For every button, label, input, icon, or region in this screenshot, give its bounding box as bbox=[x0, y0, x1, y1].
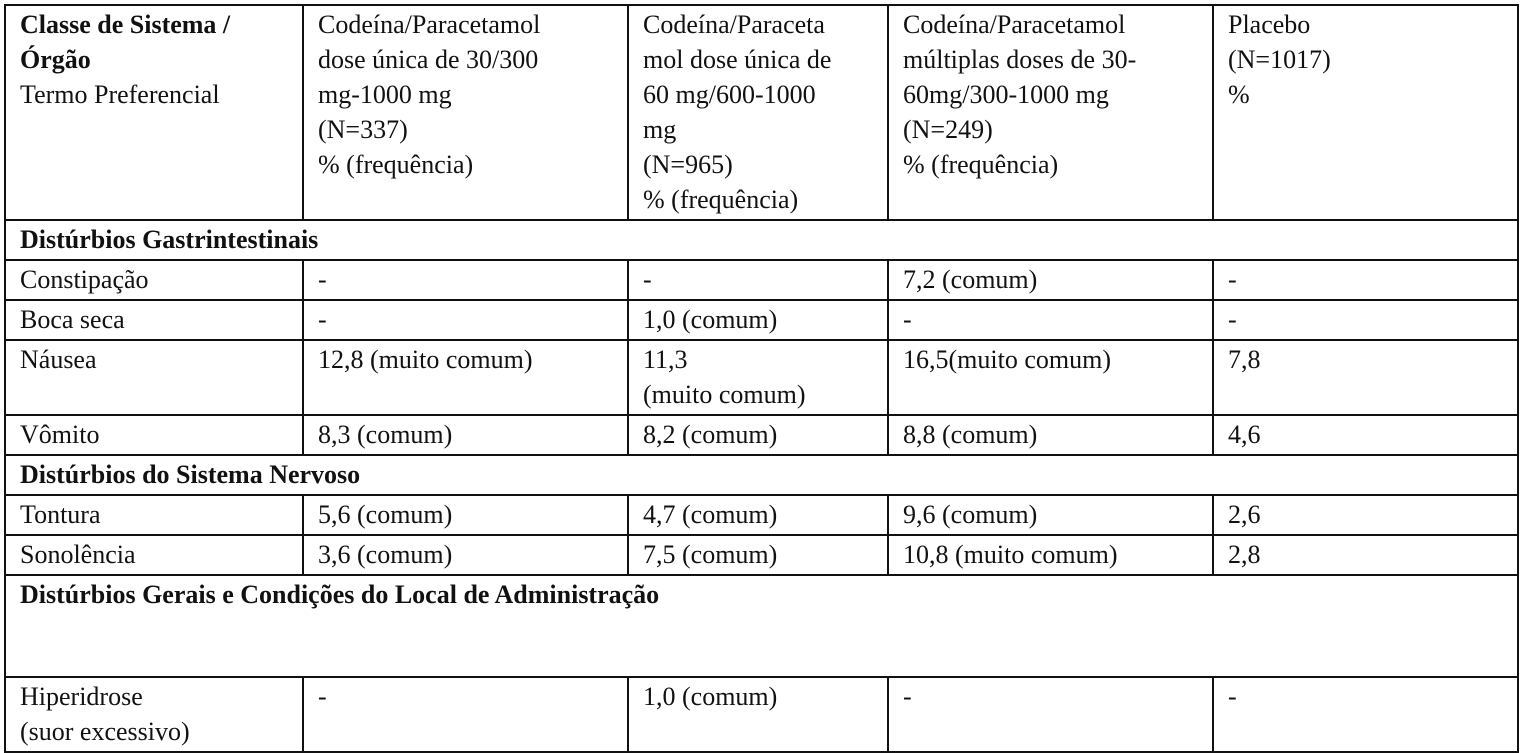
value-cell: - bbox=[1213, 260, 1518, 300]
value-cell: - bbox=[303, 300, 628, 340]
header-line: % (frequência) bbox=[318, 150, 474, 179]
header-line: (N=1017) bbox=[1228, 45, 1331, 74]
header-line: 60 mg/600-1000 bbox=[643, 80, 816, 109]
table-row bbox=[5, 340, 1518, 415]
table-row bbox=[5, 677, 1518, 752]
value-cell: 12,8 (muito comum) bbox=[303, 340, 628, 415]
value-cell: - bbox=[1213, 677, 1518, 752]
table-row bbox=[5, 260, 1518, 300]
header-line: Órgão bbox=[20, 45, 91, 74]
term-cell: Boca seca bbox=[5, 300, 303, 340]
header-line: Codeína/Paracetamol bbox=[903, 10, 1126, 39]
term-cell bbox=[5, 677, 303, 752]
header-line: mg-1000 mg bbox=[318, 80, 452, 109]
table-row bbox=[5, 415, 1518, 455]
value-cell: 4,6 bbox=[1213, 415, 1518, 455]
header-line: (N=337) bbox=[318, 115, 408, 144]
value-cell: 9,6 (comum) bbox=[888, 495, 1213, 535]
value-line: (muito comum) bbox=[643, 380, 806, 409]
header-system-class bbox=[5, 5, 303, 220]
header-single-dose-60 bbox=[628, 5, 888, 220]
value-cell: 4,7 (comum) bbox=[628, 495, 888, 535]
value-cell: 2,6 bbox=[1213, 495, 1518, 535]
value-cell bbox=[628, 340, 888, 415]
section-header-row bbox=[5, 220, 1518, 260]
header-row bbox=[5, 5, 1518, 220]
table-row bbox=[5, 495, 1518, 535]
value-cell: 8,8 (comum) bbox=[888, 415, 1213, 455]
header-line: Codeína/Paraceta bbox=[643, 10, 825, 39]
header-line: múltiplas doses de 30- bbox=[903, 45, 1137, 74]
value-cell: - bbox=[303, 677, 628, 752]
value-cell: - bbox=[888, 677, 1213, 752]
value-cell: 7,5 (comum) bbox=[628, 535, 888, 575]
term-cell: Náusea bbox=[5, 340, 303, 415]
term-line: (suor excessivo) bbox=[20, 717, 190, 746]
value-cell: 10,8 (muito comum) bbox=[888, 535, 1213, 575]
header-line: % bbox=[1228, 80, 1250, 109]
header-line: (N=965) bbox=[643, 150, 733, 179]
section-title: Distúrbios do Sistema Nervoso bbox=[5, 455, 1518, 495]
header-line: Placebo bbox=[1228, 10, 1311, 39]
value-cell: 16,5(muito comum) bbox=[888, 340, 1213, 415]
header-line: dose única de 30/300 bbox=[318, 45, 539, 74]
value-cell: - bbox=[888, 300, 1213, 340]
value-cell: - bbox=[303, 260, 628, 300]
term-cell: Tontura bbox=[5, 495, 303, 535]
table-row bbox=[5, 300, 1518, 340]
value-cell: 8,2 (comum) bbox=[628, 415, 888, 455]
header-line: % (frequência) bbox=[643, 185, 799, 214]
term-line: Hiperidrose bbox=[20, 682, 143, 711]
header-line: Classe de Sistema / bbox=[20, 10, 231, 39]
header-multiple-doses bbox=[888, 5, 1213, 220]
header-placebo bbox=[1213, 5, 1518, 220]
value-cell: - bbox=[1213, 300, 1518, 340]
value-cell: 8,3 (comum) bbox=[303, 415, 628, 455]
value-cell: 1,0 (comum) bbox=[628, 677, 888, 752]
table-row bbox=[5, 535, 1518, 575]
term-cell: Constipação bbox=[5, 260, 303, 300]
value-cell: 1,0 (comum) bbox=[628, 300, 888, 340]
header-line: 60mg/300-1000 mg bbox=[903, 80, 1109, 109]
section-title: Distúrbios Gastrintestinais bbox=[5, 220, 1518, 260]
header-line: mg bbox=[643, 115, 677, 144]
value-line: 11,3 bbox=[643, 345, 688, 374]
value-cell: 7,2 (comum) bbox=[888, 260, 1213, 300]
header-line: Termo Preferencial bbox=[20, 80, 220, 109]
value-cell: 5,6 (comum) bbox=[303, 495, 628, 535]
term-cell: Sonolência bbox=[5, 535, 303, 575]
value-cell: 2,8 bbox=[1213, 535, 1518, 575]
header-line: Codeína/Paracetamol bbox=[318, 10, 541, 39]
value-cell: 3,6 (comum) bbox=[303, 535, 628, 575]
adverse-reactions-table bbox=[4, 4, 1519, 753]
term-cell: Vômito bbox=[5, 415, 303, 455]
header-line: (N=249) bbox=[903, 115, 993, 144]
section-title: Distúrbios Gerais e Condições do Local de Administração bbox=[5, 575, 1518, 677]
header-single-dose-30 bbox=[303, 5, 628, 220]
value-cell: - bbox=[628, 260, 888, 300]
header-line: % (frequência) bbox=[903, 150, 1059, 179]
value-cell: 7,8 bbox=[1213, 340, 1518, 415]
section-header-row bbox=[5, 455, 1518, 495]
section-header-row bbox=[5, 575, 1518, 677]
header-line: mol dose única de bbox=[643, 45, 832, 74]
